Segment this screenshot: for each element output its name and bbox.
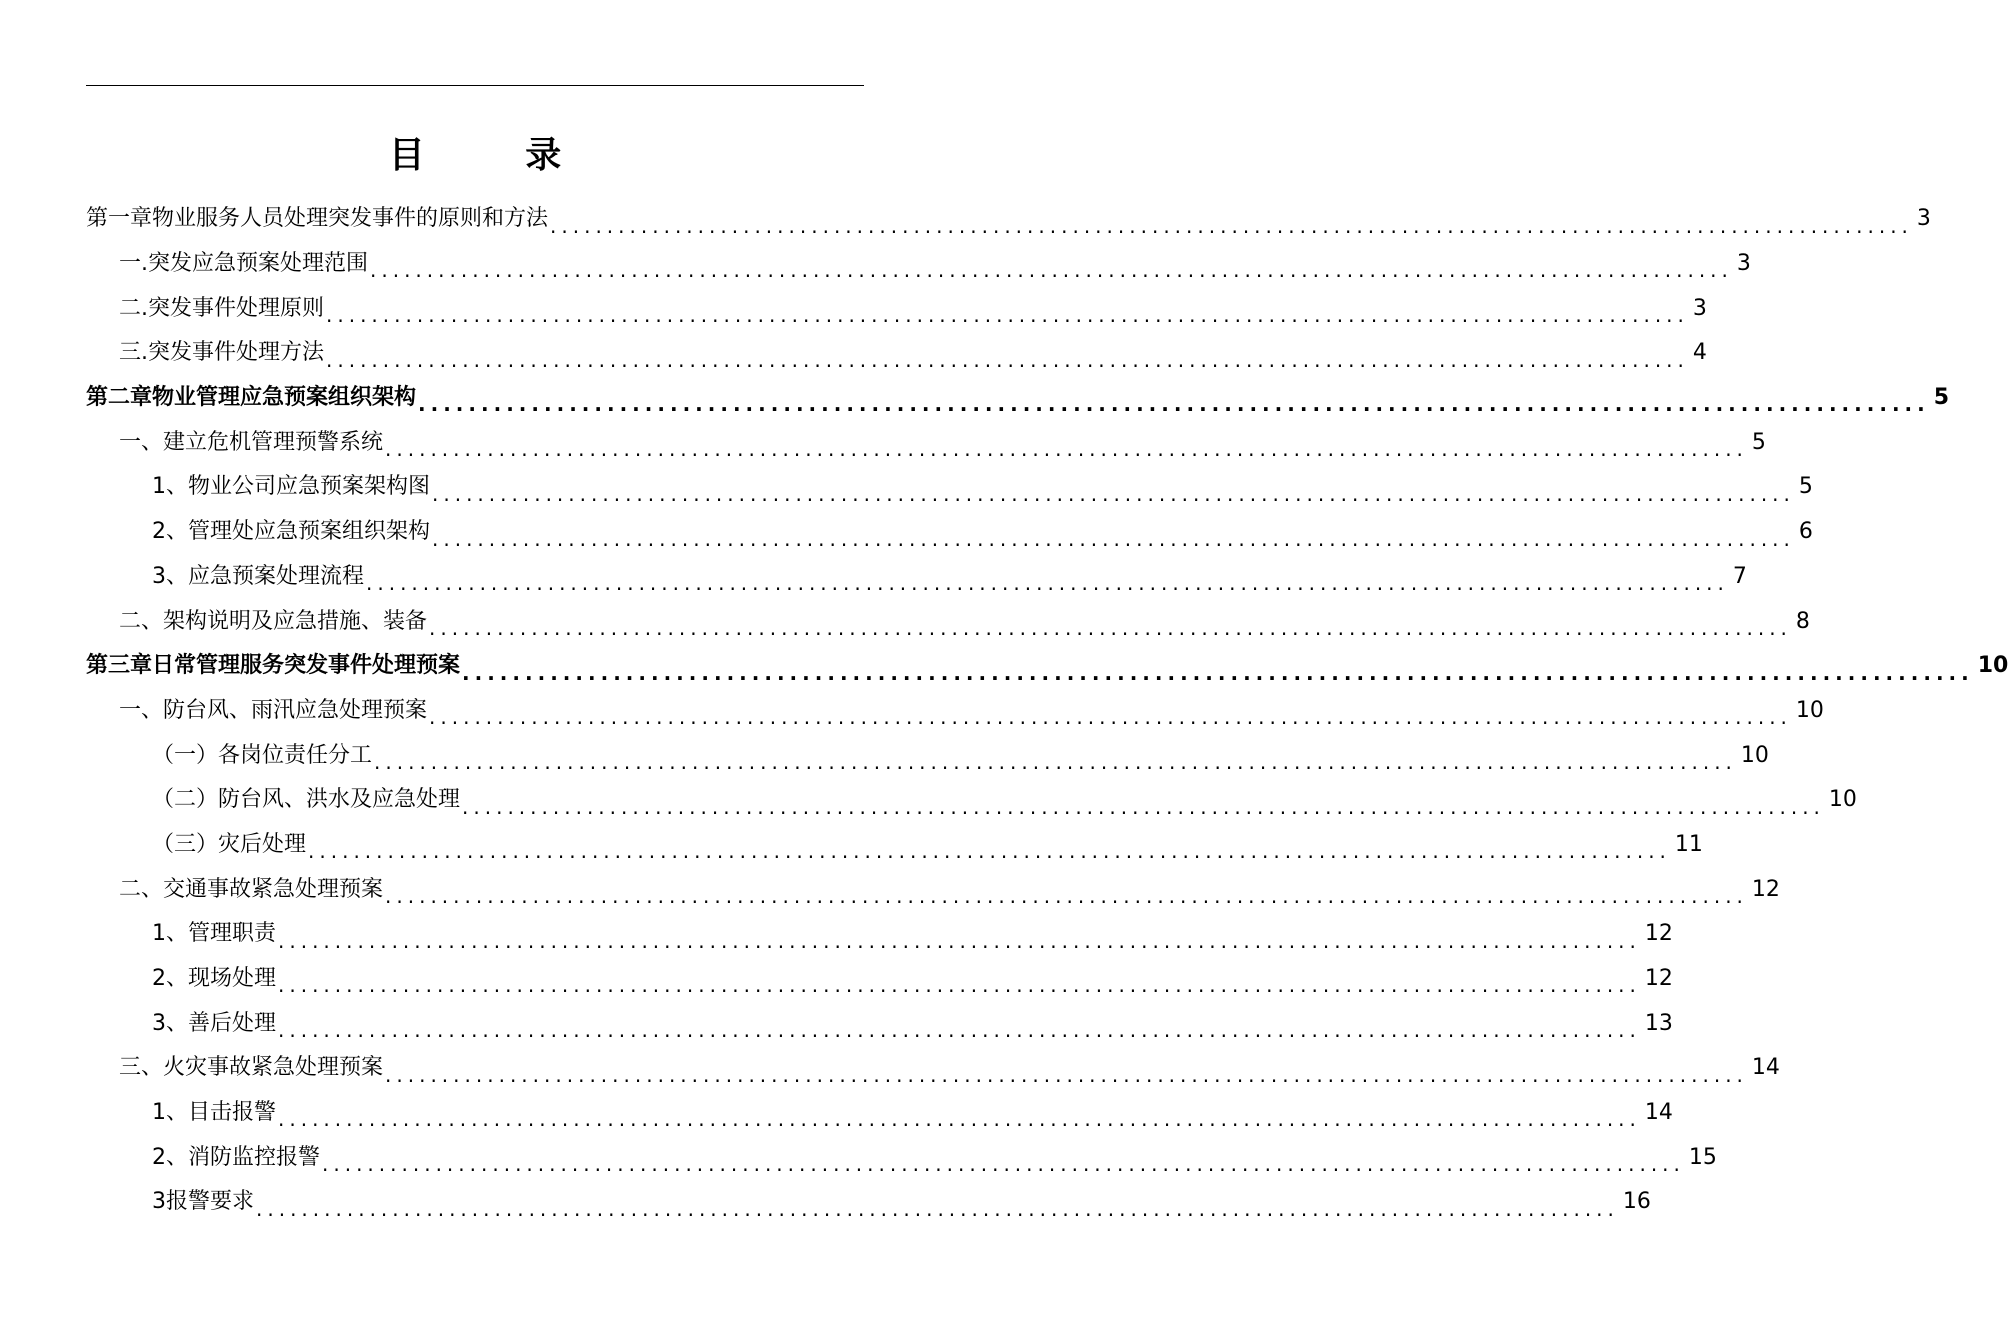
- toc-entry-title: 1、管理职责: [152, 921, 276, 947]
- toc-entry[interactable]: [86, 510, 1813, 555]
- toc-dot-leader: ........................................................................................................................: [432, 481, 1795, 506]
- toc-page-number: 5: [1751, 429, 1766, 455]
- toc-entry[interactable]: [86, 242, 1751, 287]
- toc-page-number: 10: [1795, 697, 1824, 723]
- toc-dot-leader: ........................................................................................................................: [326, 303, 1689, 328]
- toc-dot-leader: ........................................................................................................................: [322, 1152, 1685, 1177]
- toc-page-number: 4: [1692, 340, 1707, 366]
- toc-entry-title: 3报警要求: [152, 1189, 254, 1215]
- toc-entry-title: （三）灾后处理: [152, 831, 307, 857]
- toc-entry[interactable]: [86, 644, 2008, 689]
- toc-dot-leader: ........................................................................................................................: [462, 794, 1825, 819]
- toc-entry[interactable]: [86, 555, 1747, 600]
- toc-entry-title: 二、架构说明及应急措施、装备: [119, 608, 428, 634]
- toc-entry-title: 一、防台风、雨汛应急处理预案: [119, 697, 428, 723]
- toc-page-number: 12: [1751, 876, 1780, 902]
- toc-entry[interactable]: [86, 689, 1824, 734]
- toc-dot-leader: ........................................................................................................................: [374, 749, 1737, 774]
- toc-dot-leader: ........................................................................................................................: [462, 660, 1974, 685]
- toc-dot-leader: ........................................................................................................................: [385, 437, 1748, 462]
- toc-dot-leader: ........................................................................................................................: [278, 928, 1641, 953]
- toc-entry[interactable]: [86, 1046, 1780, 1091]
- toc-entry-title: （一）各岗位责任分工: [152, 742, 373, 768]
- toc-page-number: 14: [1751, 1055, 1780, 1081]
- toc-entry[interactable]: [86, 465, 1813, 510]
- toc-entry-title: 第二章物业管理应急预案组织架构: [86, 385, 417, 411]
- toc-entry-title: 2、消防监控报警: [152, 1144, 320, 1170]
- toc-page-number: 8: [1795, 608, 1810, 634]
- toc-page-number: 3: [1916, 206, 1931, 232]
- toc-dot-leader: ........................................................................................................................: [550, 213, 1913, 238]
- table-of-contents: [86, 197, 2008, 1225]
- toc-entry[interactable]: [86, 1180, 1651, 1225]
- toc-entry[interactable]: [86, 376, 1950, 421]
- toc-entry[interactable]: [86, 599, 1810, 644]
- toc-page-number: 10: [1977, 653, 2008, 679]
- toc-entry-title: 3、善后处理: [152, 1010, 276, 1036]
- toc-dot-leader: ........................................................................................................................: [385, 884, 1748, 908]
- toc-page-number: 11: [1674, 831, 1703, 857]
- toc-dot-leader: ........................................................................................................................: [418, 392, 1930, 417]
- toc-entry[interactable]: [86, 778, 1857, 823]
- toc-entry[interactable]: [86, 733, 1769, 778]
- toc-entry[interactable]: [86, 420, 1766, 465]
- toc-page-number: 15: [1688, 1144, 1717, 1170]
- toc-page-number: 3: [1736, 251, 1751, 277]
- toc-entry[interactable]: [86, 331, 1707, 376]
- toc-entry-title: 2、管理处应急预案组织架构: [152, 519, 430, 545]
- toc-dot-leader: ........................................................................................................................: [366, 571, 1729, 596]
- toc-entry-title: 二、交通事故紧急处理预案: [119, 876, 384, 902]
- toc-page-number: 16: [1622, 1189, 1651, 1215]
- toc-dot-leader: ........................................................................................................................: [385, 1062, 1748, 1087]
- toc-page-number: 6: [1798, 519, 1813, 545]
- toc-dot-leader: ........................................................................................................................: [326, 347, 1689, 372]
- toc-dot-leader: ........................................................................................................................: [432, 526, 1795, 551]
- toc-page-number: 13: [1644, 1010, 1673, 1036]
- toc-entry[interactable]: [86, 1001, 1673, 1046]
- toc-entry[interactable]: [86, 823, 1703, 868]
- toc-entry[interactable]: [86, 912, 1673, 957]
- toc-page-number: 3: [1692, 295, 1707, 321]
- toc-title: 目 录: [388, 135, 606, 176]
- toc-entry-title: 1、物业公司应急预案架构图: [152, 474, 430, 500]
- header-rule: [86, 85, 864, 86]
- toc-page-number: 7: [1732, 563, 1747, 589]
- toc-dot-leader: ........................................................................................................................: [256, 1196, 1619, 1221]
- toc-entry[interactable]: [86, 197, 1931, 242]
- toc-page-number: 12: [1644, 921, 1673, 947]
- toc-dot-leader: ........................................................................................................................: [308, 839, 1671, 864]
- toc-page-number: 5: [1798, 474, 1813, 500]
- toc-entry-title: 第一章物业服务人员处理突发事件的原则和方法: [86, 206, 549, 232]
- toc-dot-leader: ........................................................................................................................: [278, 1018, 1641, 1043]
- toc-entry-title: 1、目击报警: [152, 1100, 276, 1126]
- toc-entry-title: 一.突发应急预案处理范围: [119, 251, 368, 277]
- toc-page-number: 14: [1644, 1100, 1673, 1126]
- toc-entry-title: 3、应急预案处理流程: [152, 563, 364, 589]
- toc-entry-title: 第三章日常管理服务突发事件处理预案: [86, 653, 461, 679]
- toc-dot-leader: ........................................................................................................................: [429, 615, 1792, 640]
- toc-page-number: 12: [1644, 966, 1673, 992]
- toc-dot-leader: ........................................................................................................................: [370, 258, 1733, 283]
- toc-dot-leader: ........................................................................................................................: [278, 973, 1641, 998]
- toc-entry-title: 三、火灾事故紧急处理预案: [119, 1055, 384, 1081]
- toc-entry-title: 一、建立危机管理预警系统: [119, 429, 384, 455]
- toc-entry[interactable]: [86, 286, 1707, 331]
- toc-entry[interactable]: [86, 1135, 1717, 1180]
- toc-entry[interactable]: [86, 957, 1673, 1002]
- toc-entry-title: 三.突发事件处理方法: [119, 340, 324, 366]
- toc-entry[interactable]: [86, 1091, 1673, 1136]
- toc-entry[interactable]: [86, 867, 1780, 912]
- toc-page-number: 5: [1933, 385, 1950, 411]
- toc-page-number: 10: [1828, 787, 1857, 813]
- toc-entry-title: （二）防台风、洪水及应急处理: [152, 787, 461, 813]
- toc-page-number: 10: [1740, 742, 1769, 768]
- toc-entry-title: 2、现场处理: [152, 966, 276, 992]
- toc-dot-leader: ........................................................................................................................: [429, 705, 1792, 730]
- toc-dot-leader: ........................................................................................................................: [278, 1107, 1641, 1132]
- toc-entry-title: 二.突发事件处理原则: [119, 295, 324, 321]
